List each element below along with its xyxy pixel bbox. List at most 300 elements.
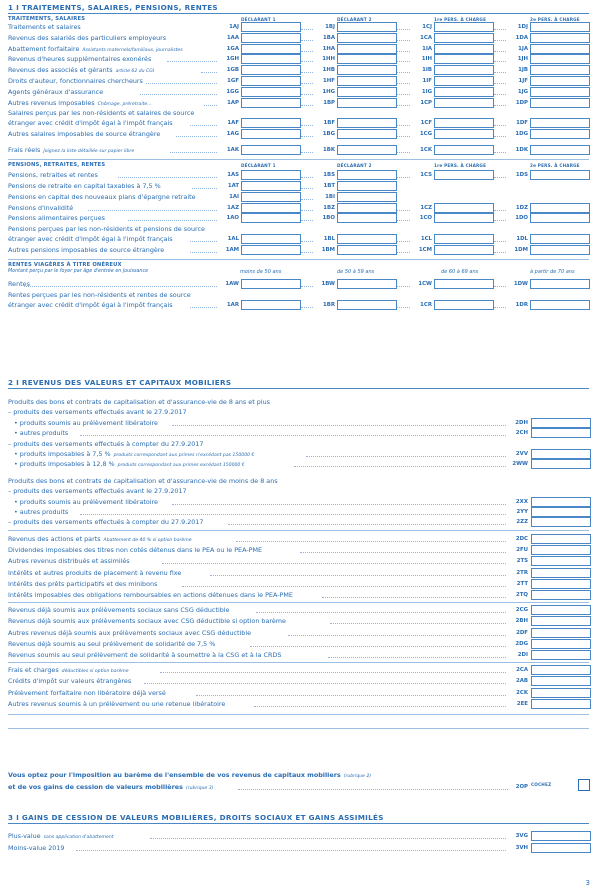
field-label bbox=[8, 606, 230, 614]
field-label bbox=[8, 580, 157, 588]
amount-input-box[interactable] bbox=[531, 449, 591, 459]
amount-input-box[interactable] bbox=[241, 44, 301, 54]
page-number: 3 bbox=[585, 879, 590, 887]
age-column-header: de 50 à 59 ans bbox=[337, 269, 375, 275]
amount-input-box[interactable] bbox=[337, 129, 397, 139]
amount-input-box[interactable] bbox=[241, 203, 301, 213]
dotted-leader bbox=[140, 94, 217, 95]
field-label bbox=[8, 204, 73, 212]
amount-input-box[interactable] bbox=[531, 699, 591, 709]
amount-input-box[interactable] bbox=[337, 203, 397, 213]
amount-input-box[interactable] bbox=[241, 192, 301, 202]
dotted-leader bbox=[301, 210, 313, 211]
amount-input-box[interactable] bbox=[530, 213, 590, 223]
box-code: 1HB bbox=[322, 67, 335, 74]
field-label bbox=[8, 546, 262, 554]
amount-input-box[interactable] bbox=[531, 459, 591, 469]
amount-input-box[interactable] bbox=[531, 639, 591, 649]
column-header: DÉCLARANT 1 bbox=[241, 17, 276, 22]
amount-input-box[interactable] bbox=[530, 87, 590, 97]
box-code: 1BM bbox=[321, 247, 335, 253]
dotted-leader bbox=[300, 552, 506, 553]
amount-input-box[interactable] bbox=[531, 534, 591, 544]
amount-input-box[interactable] bbox=[241, 170, 301, 180]
amount-input-box[interactable] bbox=[337, 98, 397, 108]
amount-input-box[interactable] bbox=[530, 65, 590, 75]
dotted-leader bbox=[301, 199, 313, 200]
field-note: Abattement de 40 % si option barème bbox=[103, 538, 192, 543]
box-code: 1IG bbox=[421, 88, 432, 95]
field-label bbox=[14, 498, 158, 506]
dotted-leader bbox=[397, 105, 410, 106]
dotted-leader bbox=[301, 29, 313, 30]
amount-input-box[interactable] bbox=[531, 843, 591, 853]
field-label-text: Revenus des associés et gérants bbox=[8, 66, 113, 75]
dotted-leader bbox=[397, 220, 410, 221]
amount-input-box[interactable] bbox=[530, 22, 590, 32]
field-note: article 62 du CGI bbox=[115, 69, 155, 75]
field-label-text: Droits d'auteur, fonctionnaires chercheurs bbox=[8, 77, 143, 85]
dotted-leader bbox=[190, 241, 217, 242]
group1-sub1: – produits des versements effectués avant le 27.9.2017 bbox=[8, 408, 187, 416]
dotted-leader bbox=[301, 83, 313, 84]
amount-input-box[interactable] bbox=[337, 213, 397, 223]
amount-input-box[interactable] bbox=[531, 517, 591, 527]
field-label-text: Pensions alimentaires perçues bbox=[8, 214, 105, 223]
age-column-header: à partir de 70 ans bbox=[530, 269, 575, 275]
field-label bbox=[8, 832, 114, 840]
box-code: 1DR bbox=[515, 301, 528, 308]
box-code: 1BJ bbox=[325, 24, 335, 30]
amount-input-box[interactable] bbox=[531, 628, 591, 638]
field-label bbox=[14, 460, 245, 468]
amount-input-box[interactable] bbox=[337, 145, 397, 155]
box-code: 1AM bbox=[225, 247, 239, 253]
dotted-leader bbox=[397, 29, 410, 30]
amount-input-box[interactable] bbox=[531, 568, 591, 578]
amount-input-box[interactable] bbox=[337, 65, 397, 75]
amount-input-box[interactable] bbox=[434, 87, 494, 97]
amount-input-box[interactable] bbox=[337, 170, 397, 180]
dotted-leader bbox=[397, 307, 410, 308]
field-label bbox=[14, 419, 158, 427]
amount-input-box[interactable] bbox=[241, 129, 301, 139]
box-code: 2DH bbox=[515, 420, 528, 426]
dotted-leader bbox=[494, 125, 506, 126]
field-label-text: • autres produits bbox=[14, 507, 69, 516]
field-note: déductibles si option barème bbox=[61, 669, 129, 675]
box-code: 1AK bbox=[226, 147, 239, 154]
field-note: Chômage, préretraite... bbox=[97, 101, 152, 107]
amount-input-box[interactable] bbox=[337, 245, 397, 255]
box-code: 1JF bbox=[518, 78, 528, 84]
amount-input-box[interactable] bbox=[531, 428, 591, 438]
amount-input-box[interactable] bbox=[531, 590, 591, 600]
dotted-leader bbox=[397, 177, 410, 178]
field-note: sans application d'abattement bbox=[43, 835, 114, 840]
amount-input-box[interactable] bbox=[434, 170, 494, 180]
amount-input-box[interactable] bbox=[531, 831, 591, 841]
dotted-leader bbox=[128, 220, 217, 221]
box-code: 1BP bbox=[323, 99, 335, 106]
amount-input-box[interactable] bbox=[531, 545, 591, 555]
field-label-text: Crédits d'impôt sur valeurs étrangères bbox=[8, 677, 132, 686]
amount-input-box[interactable] bbox=[241, 65, 301, 75]
amount-input-box[interactable] bbox=[241, 118, 301, 128]
dotted-leader bbox=[162, 563, 506, 564]
dotted-leader bbox=[494, 83, 506, 84]
field-label-text: Autres salaires imposables de source étrangère bbox=[8, 130, 161, 139]
amount-input-box[interactable] bbox=[530, 44, 590, 54]
amount-input-box[interactable] bbox=[530, 129, 590, 139]
box-code: 1BR bbox=[322, 301, 335, 308]
amount-input-box[interactable] bbox=[241, 54, 301, 64]
dotted-leader bbox=[238, 789, 508, 790]
amount-input-box[interactable] bbox=[434, 118, 494, 128]
field-label bbox=[8, 119, 173, 127]
box-code: 1DK bbox=[515, 147, 528, 154]
amount-input-box[interactable] bbox=[531, 579, 591, 589]
dotted-leader bbox=[494, 210, 506, 211]
amount-input-box[interactable] bbox=[241, 76, 301, 86]
amount-input-box[interactable] bbox=[434, 44, 494, 54]
amount-input-box[interactable] bbox=[241, 98, 301, 108]
amount-input-box[interactable] bbox=[531, 688, 591, 698]
amount-input-box[interactable] bbox=[531, 616, 591, 626]
amount-input-box[interactable] bbox=[530, 54, 590, 64]
dotted-leader bbox=[397, 83, 410, 84]
divider bbox=[8, 714, 589, 715]
box-code: 1JB bbox=[518, 67, 528, 74]
dotted-leader bbox=[301, 307, 313, 308]
box-code: 2AB bbox=[515, 678, 528, 685]
field-label bbox=[14, 450, 254, 458]
box-code: 1IH bbox=[421, 56, 432, 63]
box-code: 2CG bbox=[515, 607, 528, 614]
option-text: et de vos gains de cession de valeurs mobilières bbox=[8, 783, 183, 791]
dotted-leader bbox=[494, 40, 506, 41]
box-code: 1AW bbox=[225, 281, 239, 287]
column-header: DÉCLARANT 2 bbox=[337, 163, 372, 169]
amount-input-box[interactable] bbox=[531, 507, 591, 517]
amount-input-box[interactable] bbox=[434, 54, 494, 64]
column-header: DÉCLARANT 1 bbox=[241, 163, 276, 169]
box-code: 1CG bbox=[419, 131, 432, 138]
amount-input-box[interactable] bbox=[434, 203, 494, 213]
group2-sub1: – produits des versements effectués avant le 27.9.2017 bbox=[8, 487, 187, 495]
dotted-leader bbox=[494, 152, 506, 153]
field-label-text: Rentes bbox=[8, 280, 30, 288]
amount-input-box[interactable] bbox=[337, 44, 397, 54]
dotted-leader bbox=[397, 252, 410, 253]
field-label bbox=[8, 535, 192, 543]
field-label bbox=[8, 77, 143, 85]
dotted-leader bbox=[160, 672, 506, 673]
box-code: 1DS bbox=[515, 172, 528, 179]
box-code: 1GG bbox=[226, 88, 239, 95]
box-code: 2WW bbox=[512, 461, 528, 467]
amount-input-box[interactable] bbox=[434, 279, 494, 289]
amount-input-box[interactable] bbox=[337, 279, 397, 289]
box-code: 1CA bbox=[420, 34, 432, 41]
amount-input-box[interactable] bbox=[337, 192, 397, 202]
box-code: 1JA bbox=[518, 45, 528, 52]
amount-input-box[interactable] bbox=[531, 497, 591, 507]
foreign-salary-line1: Salaires perçus par les non-résidents et salaires de source bbox=[8, 109, 195, 118]
box-code: 1DF bbox=[516, 120, 528, 127]
dotted-leader bbox=[397, 94, 410, 95]
dotted-leader bbox=[397, 61, 410, 62]
dotted-leader bbox=[494, 94, 506, 95]
box-code: 3VH bbox=[515, 844, 528, 851]
box-code: 1BO bbox=[322, 215, 335, 222]
box-code: 1DO bbox=[515, 215, 528, 222]
group2-title: Produits des bons et contrats de capitalisation et d'assurance-vie de moins de 8 ans bbox=[8, 477, 278, 485]
box-code: 1AG bbox=[226, 131, 239, 138]
amount-input-box[interactable] bbox=[241, 87, 301, 97]
field-note: Joignez la liste détaillée sur papier libre bbox=[43, 149, 135, 155]
option-note: (rubrique 2) bbox=[343, 774, 372, 779]
dotted-leader bbox=[167, 61, 217, 62]
field-label-text: • produits soumis au prélèvement libératoire bbox=[14, 497, 158, 506]
amount-input-box[interactable] bbox=[531, 605, 591, 615]
amount-input-box[interactable] bbox=[434, 65, 494, 75]
dotted-leader bbox=[397, 286, 410, 287]
amount-input-box[interactable] bbox=[530, 279, 590, 289]
box-code: 1AR bbox=[226, 301, 239, 308]
box-code: 2ZZ bbox=[516, 519, 528, 525]
box-code: 1CW bbox=[418, 281, 432, 287]
dotted-leader bbox=[301, 220, 313, 221]
field-label-text: Revenus des salariés des particuliers employeurs bbox=[8, 33, 167, 42]
field-label-text: • produits imposables à 12,8 % bbox=[14, 460, 115, 468]
amount-input-box[interactable] bbox=[434, 22, 494, 32]
box-code: 1JH bbox=[517, 56, 528, 63]
amount-input-box[interactable] bbox=[530, 145, 590, 155]
box-code: 2CK bbox=[516, 689, 528, 696]
dotted-leader bbox=[301, 152, 313, 153]
box-code: 1DA bbox=[515, 34, 528, 41]
field-label bbox=[8, 591, 293, 599]
dotted-leader bbox=[254, 706, 506, 707]
rentes-note: Montant perçu par le foyer par âge d'entrée en jouissance bbox=[8, 269, 149, 274]
box-code: 1GH bbox=[226, 56, 239, 63]
amount-input-box[interactable] bbox=[241, 145, 301, 155]
amount-input-box[interactable] bbox=[434, 245, 494, 255]
field-label bbox=[8, 640, 215, 648]
dotted-leader bbox=[80, 514, 506, 515]
field-label-text: Abattement forfaitaire bbox=[8, 44, 80, 53]
section-rule bbox=[8, 13, 589, 14]
dotted-leader bbox=[301, 40, 313, 41]
amount-input-box[interactable] bbox=[241, 234, 301, 244]
field-label-text: Pensions de retraite en capital taxables à 7,5 % bbox=[8, 182, 161, 190]
box-code: 1BL bbox=[323, 236, 335, 243]
box-code: 1CM bbox=[418, 247, 432, 253]
box-code: 2XX bbox=[515, 498, 528, 505]
field-label bbox=[8, 700, 225, 708]
amount-input-box[interactable] bbox=[337, 300, 397, 310]
section-rule bbox=[8, 823, 589, 824]
box-code: 1AI bbox=[229, 193, 239, 200]
dotted-leader bbox=[301, 188, 313, 189]
amount-input-box[interactable] bbox=[241, 245, 301, 255]
amount-input-box[interactable] bbox=[434, 129, 494, 139]
box-code: 1AP bbox=[227, 99, 239, 106]
amount-input-box[interactable] bbox=[530, 76, 590, 86]
box-code: 2BH bbox=[515, 618, 528, 625]
box-code: 1BT bbox=[323, 183, 335, 189]
amount-input-box[interactable] bbox=[530, 170, 590, 180]
dotted-leader bbox=[190, 252, 217, 253]
field-label-text: Prélèvement forfaitaire non libératoire déjà versé bbox=[8, 688, 166, 697]
dotted-leader bbox=[301, 177, 313, 178]
dotted-leader bbox=[196, 695, 506, 696]
dotted-leader bbox=[397, 241, 410, 242]
amount-input-box[interactable] bbox=[531, 556, 591, 566]
column-header: 1re PERS. À CHARGE bbox=[434, 163, 487, 169]
amount-input-box[interactable] bbox=[530, 203, 590, 213]
dotted-leader bbox=[322, 597, 506, 598]
box-code: 1CS bbox=[420, 172, 432, 179]
dotted-leader bbox=[301, 94, 313, 95]
group1-sub2: – produits des versements effectués à compter du 27.9.2017 bbox=[8, 439, 204, 448]
amount-input-box[interactable] bbox=[241, 181, 301, 191]
box-code: 1IA bbox=[422, 45, 432, 52]
field-label bbox=[8, 617, 286, 625]
dotted-leader bbox=[306, 456, 506, 457]
option-checkbox[interactable] bbox=[578, 779, 590, 791]
box-code: 1CP bbox=[420, 99, 432, 106]
field-label bbox=[8, 66, 154, 74]
box-code: 1AO bbox=[226, 215, 239, 222]
divider bbox=[8, 662, 589, 663]
amount-input-box[interactable] bbox=[434, 33, 494, 43]
dotted-leader bbox=[301, 136, 313, 137]
amount-input-box[interactable] bbox=[241, 22, 301, 32]
field-label-text: • autres produits bbox=[14, 429, 69, 437]
box-code: 1DW bbox=[513, 281, 528, 287]
dotted-leader bbox=[144, 683, 506, 684]
amount-input-box[interactable] bbox=[241, 213, 301, 223]
field-label bbox=[8, 193, 196, 201]
dotted-leader bbox=[250, 646, 506, 647]
amount-input-box[interactable] bbox=[530, 245, 590, 255]
dotted-leader bbox=[494, 307, 506, 308]
amount-input-box[interactable] bbox=[241, 300, 301, 310]
dotted-leader bbox=[301, 125, 313, 126]
box-code: 2TQ bbox=[515, 592, 528, 598]
field-label-text: Revenus d'heures supplémentaires exonérés bbox=[8, 55, 152, 64]
field-label bbox=[8, 569, 181, 577]
box-code: 1DJ bbox=[517, 24, 528, 30]
rentes-header: RENTES VIAGÈRES À TITRE ONÉREUX bbox=[8, 262, 122, 268]
box-code: 2DC bbox=[515, 536, 528, 542]
amount-input-box[interactable] bbox=[434, 234, 494, 244]
amount-input-box[interactable] bbox=[337, 87, 397, 97]
amount-input-box[interactable] bbox=[337, 181, 397, 191]
dotted-leader bbox=[494, 286, 506, 287]
field-label-text: Pensions, retraites et rentes bbox=[8, 171, 98, 180]
amount-input-box[interactable] bbox=[434, 145, 494, 155]
dotted-leader bbox=[301, 252, 313, 253]
amount-input-box[interactable] bbox=[531, 676, 591, 686]
dotted-leader bbox=[494, 220, 506, 221]
box-code: 1AT bbox=[227, 183, 239, 189]
amount-input-box[interactable] bbox=[434, 300, 494, 310]
amount-input-box[interactable] bbox=[337, 22, 397, 32]
amount-input-box[interactable] bbox=[530, 98, 590, 108]
dotted-leader bbox=[494, 177, 506, 178]
amount-input-box[interactable] bbox=[337, 54, 397, 64]
dotted-leader bbox=[494, 29, 506, 30]
dotted-leader bbox=[176, 136, 217, 137]
field-label-text: Revenus des actions et parts bbox=[8, 535, 101, 543]
box-code: 1HF bbox=[323, 78, 335, 84]
amount-input-box[interactable] bbox=[434, 213, 494, 223]
divider bbox=[8, 259, 589, 260]
amount-input-box[interactable] bbox=[434, 98, 494, 108]
field-label bbox=[8, 182, 161, 190]
section-3-title: 3 I GAINS DE CESSION DE VALEURS MOBILIÈRES, DROITS SOCIAUX ET GAINS ASSIMILÉS bbox=[8, 813, 384, 822]
dotted-leader bbox=[294, 466, 506, 467]
box-code: 2EE bbox=[516, 700, 528, 707]
field-label-text: Revenus déjà soumis aux prélèvements sociaux sans CSG déductible bbox=[8, 606, 230, 615]
amount-input-box[interactable] bbox=[530, 234, 590, 244]
amount-input-box[interactable] bbox=[241, 33, 301, 43]
foreign-pension-line1: Pensions perçues par les non-résidents et pensions de source bbox=[8, 225, 205, 234]
box-code: 1GA bbox=[226, 45, 239, 52]
section-1-title: 1 I TRAITEMENTS, SALAIRES, PENSIONS, RENTES bbox=[8, 3, 218, 12]
field-label bbox=[8, 629, 251, 637]
amount-input-box[interactable] bbox=[337, 76, 397, 86]
box-code: 1BG bbox=[322, 131, 335, 138]
field-label-text: Intérêts et autres produits de placement à revenu fixe bbox=[8, 568, 182, 577]
amount-input-box[interactable] bbox=[531, 650, 591, 660]
amount-input-box[interactable] bbox=[337, 118, 397, 128]
amount-input-box[interactable] bbox=[337, 234, 397, 244]
dotted-leader bbox=[256, 612, 506, 613]
amount-input-box[interactable] bbox=[530, 118, 590, 128]
dotted-leader bbox=[301, 72, 313, 73]
amount-input-box[interactable] bbox=[434, 76, 494, 86]
amount-input-box[interactable] bbox=[530, 300, 590, 310]
dotted-leader bbox=[328, 657, 506, 658]
box-code: 1GF bbox=[227, 78, 239, 84]
amount-input-box[interactable] bbox=[531, 418, 591, 428]
field-label bbox=[8, 146, 134, 154]
box-code: 2TR bbox=[516, 569, 528, 576]
field-label-text: Revenus soumis au seul prélèvement de solidarité à soumettre à la CSG et à la CRDS bbox=[8, 651, 282, 659]
field-note: Assistants maternels/familiaux, journalistes bbox=[82, 47, 183, 53]
divider bbox=[8, 530, 589, 531]
option-line2 bbox=[8, 783, 213, 791]
amount-input-box[interactable] bbox=[530, 33, 590, 43]
amount-input-box[interactable] bbox=[337, 33, 397, 43]
amount-input-box[interactable] bbox=[241, 279, 301, 289]
field-label-text: Agents généraux d'assurance bbox=[8, 87, 104, 96]
dotted-leader bbox=[210, 575, 506, 576]
dotted-leader bbox=[76, 850, 506, 851]
box-code: 2YY bbox=[516, 508, 528, 515]
dotted-leader bbox=[494, 136, 506, 137]
box-code: 1AL bbox=[227, 236, 239, 243]
box-code: 1AA bbox=[226, 34, 239, 41]
box-code: 1CZ bbox=[420, 204, 432, 211]
field-note: produits correspondant aux primes excédant 150000 € bbox=[117, 463, 245, 468]
box-code: 1IF bbox=[422, 78, 432, 84]
amount-input-box[interactable] bbox=[531, 665, 591, 675]
